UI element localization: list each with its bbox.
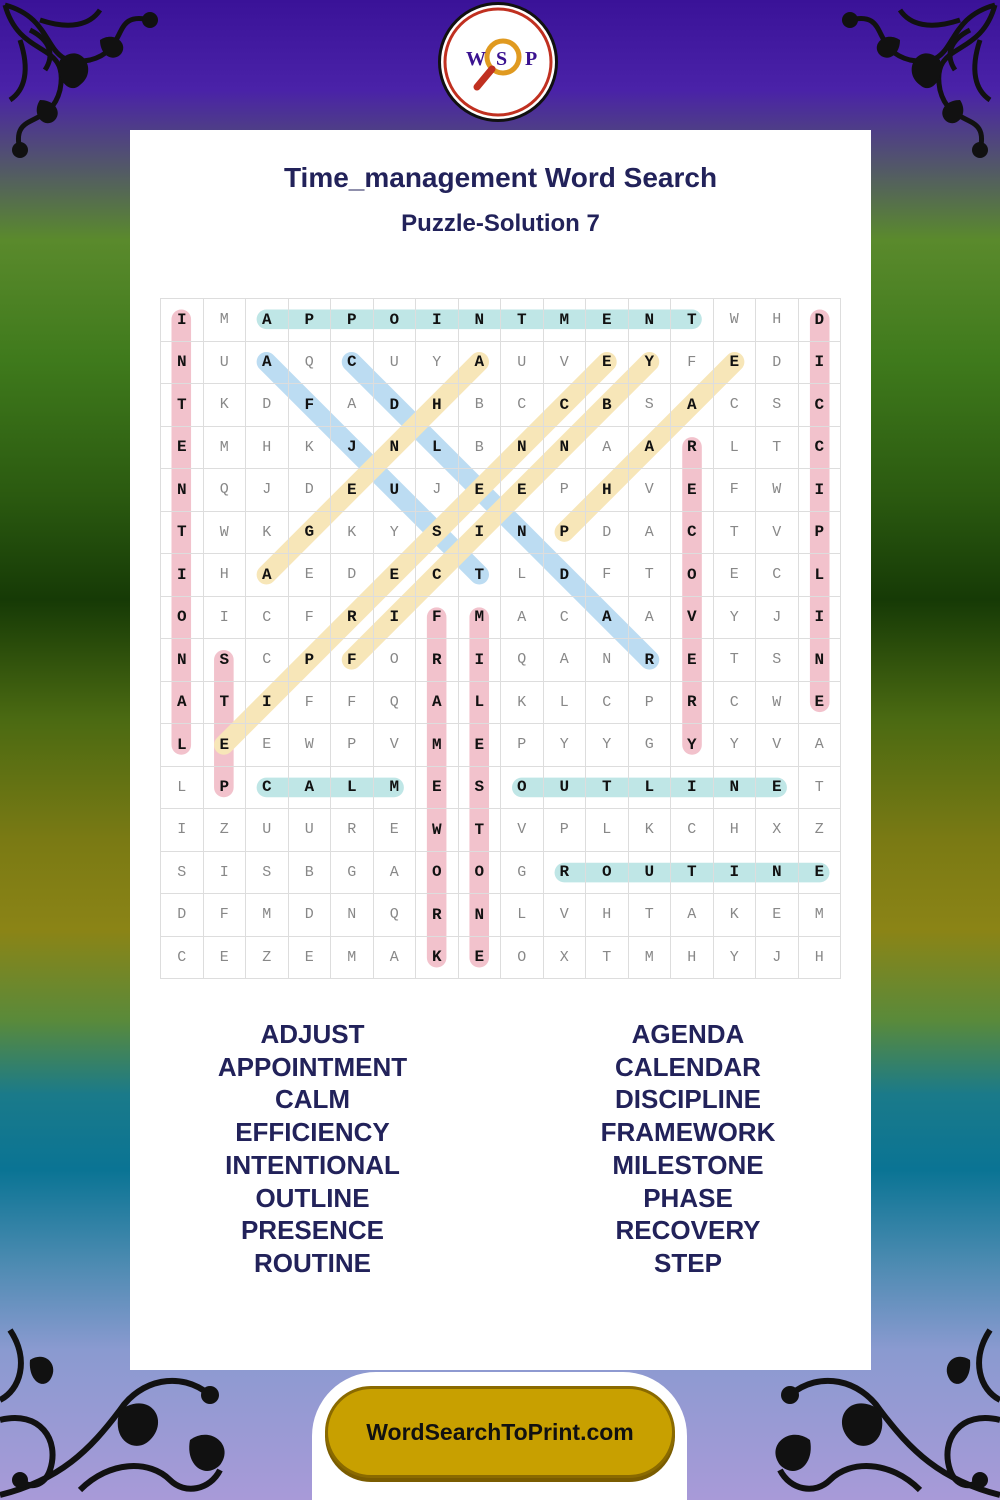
- grid-cell: A: [629, 597, 672, 640]
- grid-cell: I: [416, 299, 459, 342]
- grid-cell: D: [246, 384, 289, 427]
- grid-cell: E: [586, 342, 629, 385]
- grid-cell: L: [459, 682, 502, 725]
- grid-cell: G: [501, 852, 544, 895]
- grid-cell: F: [331, 682, 374, 725]
- grid-cell: N: [501, 512, 544, 555]
- grid-cell: R: [331, 597, 374, 640]
- word-list-item: MILESTONE: [612, 1149, 764, 1180]
- grid-cell: I: [161, 809, 204, 852]
- grid-cell: C: [416, 554, 459, 597]
- grid-cell: E: [714, 554, 757, 597]
- grid-cell: R: [416, 639, 459, 682]
- grid-cell: E: [459, 724, 502, 767]
- grid-cell: O: [459, 852, 502, 895]
- grid-cell: I: [459, 512, 502, 555]
- grid-cell: N: [501, 427, 544, 470]
- word-list-item: RECOVERY: [615, 1215, 761, 1246]
- grid-cell: E: [416, 767, 459, 810]
- word-list-item: EFFICIENCY: [235, 1117, 390, 1148]
- grid-cell: X: [756, 809, 799, 852]
- grid-cell: L: [501, 894, 544, 937]
- grid-cell: W: [756, 469, 799, 512]
- grid-cell: D: [161, 894, 204, 937]
- grid-cell: C: [246, 597, 289, 640]
- grid-cell: I: [204, 597, 247, 640]
- grid-cell: E: [459, 937, 502, 980]
- grid-cell: S: [756, 384, 799, 427]
- grid-cell: D: [374, 384, 417, 427]
- grid-cell: E: [501, 469, 544, 512]
- grid-cell: P: [331, 724, 374, 767]
- grid-cell: I: [459, 639, 502, 682]
- grid-cell: A: [586, 427, 629, 470]
- grid-cell: Z: [246, 937, 289, 980]
- grid-cell: C: [501, 384, 544, 427]
- grid-cell: A: [629, 512, 672, 555]
- grid-cell: M: [629, 937, 672, 980]
- grid-cell: I: [161, 554, 204, 597]
- grid-cell: N: [161, 469, 204, 512]
- grid-cell: P: [544, 512, 587, 555]
- grid-cell: Y: [586, 724, 629, 767]
- grid-cell: S: [204, 639, 247, 682]
- page-subtitle: Puzzle-Solution 7: [401, 210, 600, 237]
- grid-cell: E: [586, 299, 629, 342]
- grid-cell: A: [331, 384, 374, 427]
- grid-cell: J: [246, 469, 289, 512]
- grid-cell: C: [586, 682, 629, 725]
- word-list-item: AGENDA: [631, 1019, 745, 1049]
- grid-cell: T: [671, 299, 714, 342]
- grid-cell: E: [204, 937, 247, 980]
- grid-cell: F: [714, 469, 757, 512]
- grid-cell: K: [629, 809, 672, 852]
- grid-cell: V: [544, 894, 587, 937]
- page-title: Time_management Word Search: [283, 162, 718, 193]
- grid-cell: O: [416, 852, 459, 895]
- grid-cell: E: [289, 937, 332, 980]
- grid-cell: I: [374, 597, 417, 640]
- grid-cell: K: [289, 427, 332, 470]
- grid-cell: B: [459, 427, 502, 470]
- grid-cell: J: [416, 469, 459, 512]
- grid-cell: O: [501, 937, 544, 980]
- grid-cell: Y: [714, 597, 757, 640]
- grid-cell: R: [629, 639, 672, 682]
- grid-cell: Q: [374, 894, 417, 937]
- grid-cell: E: [459, 469, 502, 512]
- grid-cell: W: [416, 809, 459, 852]
- grid-cell: N: [459, 299, 502, 342]
- grid-cell: I: [671, 767, 714, 810]
- grid-cell: L: [161, 724, 204, 767]
- grid-cell: U: [374, 469, 417, 512]
- grid-cell: H: [586, 894, 629, 937]
- grid-cell: V: [544, 342, 587, 385]
- puzzle-sheet: [130, 130, 871, 1370]
- grid-cell: F: [416, 597, 459, 640]
- grid-cell: C: [544, 597, 587, 640]
- grid-cell: I: [799, 342, 842, 385]
- grid-cell: P: [204, 767, 247, 810]
- grid-cell: F: [289, 597, 332, 640]
- grid-cell: P: [799, 512, 842, 555]
- grid-cell: K: [204, 384, 247, 427]
- grid-cell: U: [501, 342, 544, 385]
- grid-cell: P: [331, 299, 374, 342]
- grid-cell: W: [289, 724, 332, 767]
- grid-cell: A: [289, 767, 332, 810]
- grid-cell: M: [204, 427, 247, 470]
- grid-cell: X: [544, 937, 587, 980]
- grid-cell: W: [204, 512, 247, 555]
- grid-cell: E: [671, 469, 714, 512]
- grid-cell: T: [629, 894, 672, 937]
- word-list-item: PHASE: [643, 1182, 733, 1213]
- grid-cell: E: [756, 894, 799, 937]
- grid-cell: L: [544, 682, 587, 725]
- grid-cell: A: [416, 682, 459, 725]
- site-link-button[interactable]: WordSearchToPrint.com: [325, 1386, 675, 1478]
- grid-cell: U: [246, 809, 289, 852]
- grid-cell: E: [374, 809, 417, 852]
- grid-cell: C: [246, 767, 289, 810]
- grid-cell: R: [544, 852, 587, 895]
- grid-cell: K: [416, 937, 459, 980]
- grid-cell: C: [161, 937, 204, 980]
- grid-cell: L: [331, 767, 374, 810]
- grid-cell: C: [714, 384, 757, 427]
- grid-cell: L: [629, 767, 672, 810]
- grid-cell: T: [629, 554, 672, 597]
- grid-cell: G: [331, 852, 374, 895]
- grid-cell: Y: [714, 724, 757, 767]
- grid-cell: A: [246, 299, 289, 342]
- grid-cell: J: [331, 427, 374, 470]
- grid-cell: U: [204, 342, 247, 385]
- grid-cell: B: [586, 384, 629, 427]
- grid-cell: Y: [374, 512, 417, 555]
- grid-cell: T: [671, 852, 714, 895]
- grid-cell: C: [671, 809, 714, 852]
- grid-cell: H: [799, 937, 842, 980]
- grid-cell: C: [671, 512, 714, 555]
- grid-cell: R: [671, 682, 714, 725]
- grid-cell: M: [246, 894, 289, 937]
- grid-cell: K: [246, 512, 289, 555]
- grid-cell: I: [799, 469, 842, 512]
- grid-cell: A: [544, 639, 587, 682]
- grid-cell: L: [161, 767, 204, 810]
- grid-cell: R: [331, 809, 374, 852]
- grid-cell: D: [799, 299, 842, 342]
- grid-cell: D: [289, 894, 332, 937]
- grid-cell: P: [289, 639, 332, 682]
- grid-cell: Z: [204, 809, 247, 852]
- grid-cell: A: [586, 597, 629, 640]
- grid-cell: F: [289, 384, 332, 427]
- grid-cell: A: [459, 342, 502, 385]
- grid-cell: M: [459, 597, 502, 640]
- grid-cell: D: [544, 554, 587, 597]
- grid-cell: A: [374, 937, 417, 980]
- logo-letter-s: S: [496, 48, 508, 70]
- grid-cell: D: [289, 469, 332, 512]
- grid-cell: P: [289, 299, 332, 342]
- grid-cell: M: [416, 724, 459, 767]
- logo-letter-w: W: [466, 48, 486, 70]
- grid-cell: W: [714, 299, 757, 342]
- grid-cell: P: [629, 682, 672, 725]
- grid-cell: H: [671, 937, 714, 980]
- grid-cell: C: [756, 554, 799, 597]
- grid-cell: I: [799, 597, 842, 640]
- grid-cell: R: [416, 894, 459, 937]
- grid-cell: C: [714, 682, 757, 725]
- grid-cell: M: [374, 767, 417, 810]
- grid-cell: U: [629, 852, 672, 895]
- grid-cell: M: [544, 299, 587, 342]
- grid-cell: S: [629, 384, 672, 427]
- word-list-item: CALM: [274, 1084, 351, 1115]
- grid-cell: T: [586, 937, 629, 980]
- grid-cell: U: [289, 809, 332, 852]
- word-list-item: STEP: [654, 1247, 722, 1278]
- grid-cell: M: [204, 299, 247, 342]
- grid-cell: D: [586, 512, 629, 555]
- grid-cell: Y: [544, 724, 587, 767]
- grid-cell: E: [161, 427, 204, 470]
- grid-cell: C: [331, 342, 374, 385]
- grid-cell: U: [374, 342, 417, 385]
- grid-cell: M: [331, 937, 374, 980]
- grid-cell: F: [289, 682, 332, 725]
- grid-cell: E: [756, 767, 799, 810]
- grid-cell: A: [161, 682, 204, 725]
- grid-cell: G: [629, 724, 672, 767]
- grid-cell: P: [501, 724, 544, 767]
- grid-cell: V: [501, 809, 544, 852]
- grid-cell: L: [799, 554, 842, 597]
- grid-cell: V: [374, 724, 417, 767]
- grid-cell: O: [671, 554, 714, 597]
- grid-cell: T: [501, 299, 544, 342]
- grid-cell: Y: [416, 342, 459, 385]
- word-list-item: ADJUST: [260, 1019, 365, 1049]
- grid-cell: B: [289, 852, 332, 895]
- grid-cell: E: [204, 724, 247, 767]
- grid-cell: Q: [501, 639, 544, 682]
- grid-cell: A: [246, 554, 289, 597]
- grid-cell: C: [246, 639, 289, 682]
- grid-cell: F: [204, 894, 247, 937]
- grid-cell: E: [374, 554, 417, 597]
- grid-cell: T: [799, 767, 842, 810]
- grid-cell: H: [714, 809, 757, 852]
- word-search-grid-container: [160, 298, 841, 979]
- logo-letter-p: P: [525, 48, 538, 70]
- grid-cell: E: [289, 554, 332, 597]
- grid-cell: O: [374, 299, 417, 342]
- grid-cell: S: [246, 852, 289, 895]
- grid-cell: L: [714, 427, 757, 470]
- grid-cell: T: [756, 427, 799, 470]
- grid-cell: V: [756, 512, 799, 555]
- word-list-item: INTENTIONAL: [225, 1149, 400, 1180]
- grid-cell: Q: [204, 469, 247, 512]
- grid-cell: T: [586, 767, 629, 810]
- grid-cell: N: [374, 427, 417, 470]
- grid-cell: T: [161, 384, 204, 427]
- grid-cell: Y: [714, 937, 757, 980]
- grid-cell: N: [331, 894, 374, 937]
- grid-cell: S: [416, 512, 459, 555]
- wsp-logo: [438, 2, 558, 122]
- grid-cell: E: [799, 682, 842, 725]
- grid-cell: T: [204, 682, 247, 725]
- grid-cell: S: [161, 852, 204, 895]
- grid-cell: I: [246, 682, 289, 725]
- grid-cell: V: [671, 597, 714, 640]
- grid-cell: H: [756, 299, 799, 342]
- grid-cell: F: [331, 639, 374, 682]
- grid-cell: Z: [799, 809, 842, 852]
- word-list-item: CALENDAR: [615, 1051, 761, 1082]
- grid-cell: V: [756, 724, 799, 767]
- grid-cell: Y: [671, 724, 714, 767]
- grid-cell: K: [331, 512, 374, 555]
- grid-cell: H: [586, 469, 629, 512]
- grid-cell: Q: [289, 342, 332, 385]
- grid-cell: C: [799, 384, 842, 427]
- grid-cell: C: [544, 384, 587, 427]
- word-list-item: APPOINTMENT: [217, 1051, 408, 1082]
- grid-cell: P: [544, 809, 587, 852]
- grid-cell: T: [161, 512, 204, 555]
- word-list-item: OUTLINE: [255, 1182, 370, 1213]
- grid-cell: J: [756, 597, 799, 640]
- grid-cell: A: [374, 852, 417, 895]
- grid-cell: T: [459, 809, 502, 852]
- grid-cell: I: [161, 299, 204, 342]
- grid-cell: S: [756, 639, 799, 682]
- grid-cell: M: [799, 894, 842, 937]
- word-list-left: [190, 1018, 435, 1280]
- grid-cell: E: [671, 639, 714, 682]
- grid-cell: P: [544, 469, 587, 512]
- grid-cell: G: [289, 512, 332, 555]
- grid-cell: A: [629, 427, 672, 470]
- grid-cell: U: [544, 767, 587, 810]
- grid-cell: L: [586, 809, 629, 852]
- grid-cell: Y: [629, 342, 672, 385]
- grid-cell: O: [161, 597, 204, 640]
- grid-cell: L: [416, 427, 459, 470]
- word-list-item: ROUTINE: [254, 1247, 371, 1278]
- grid-cell: A: [501, 597, 544, 640]
- grid-cell: H: [204, 554, 247, 597]
- grid-cell: Q: [374, 682, 417, 725]
- grid-cell: A: [799, 724, 842, 767]
- word-list-item: PRESENCE: [240, 1215, 385, 1246]
- grid-cell: K: [714, 894, 757, 937]
- grid-cell: N: [161, 342, 204, 385]
- grid-cell: N: [544, 427, 587, 470]
- grid-cell: N: [629, 299, 672, 342]
- grid-cell: T: [459, 554, 502, 597]
- magnifier-icon: [441, 5, 555, 119]
- grid-cell: A: [671, 894, 714, 937]
- word-list-right: [568, 1018, 808, 1280]
- grid-cell: E: [246, 724, 289, 767]
- grid-cell: K: [501, 682, 544, 725]
- grid-cell: E: [331, 469, 374, 512]
- grid-cell: A: [246, 342, 289, 385]
- grid-cell: O: [586, 852, 629, 895]
- grid-cell: N: [459, 894, 502, 937]
- grid-cell: N: [799, 639, 842, 682]
- word-search-grid: [160, 298, 841, 979]
- grid-cell: D: [331, 554, 374, 597]
- word-list-item: DISCIPLINE: [615, 1084, 761, 1115]
- grid-cell: W: [756, 682, 799, 725]
- grid-cell: T: [714, 512, 757, 555]
- grid-cell: C: [799, 427, 842, 470]
- grid-cell: D: [756, 342, 799, 385]
- grid-cell: I: [714, 852, 757, 895]
- grid-cell: A: [671, 384, 714, 427]
- grid-cell: O: [501, 767, 544, 810]
- grid-cell: H: [416, 384, 459, 427]
- grid-cell: N: [161, 639, 204, 682]
- grid-cell: J: [756, 937, 799, 980]
- grid-cell: E: [799, 852, 842, 895]
- grid-cell: N: [756, 852, 799, 895]
- word-list-item: FRAMEWORK: [600, 1117, 776, 1148]
- grid-cell: O: [374, 639, 417, 682]
- grid-cell: S: [459, 767, 502, 810]
- grid-cell: F: [671, 342, 714, 385]
- grid-cell: T: [714, 639, 757, 682]
- grid-cell: B: [459, 384, 502, 427]
- grid-cell: V: [629, 469, 672, 512]
- grid-cell: E: [714, 342, 757, 385]
- grid-cell: I: [204, 852, 247, 895]
- grid-cell: N: [586, 639, 629, 682]
- grid-cell: L: [501, 554, 544, 597]
- grid-cell: R: [671, 427, 714, 470]
- grid-cell: H: [246, 427, 289, 470]
- grid-cell: N: [714, 767, 757, 810]
- grid-cell: F: [586, 554, 629, 597]
